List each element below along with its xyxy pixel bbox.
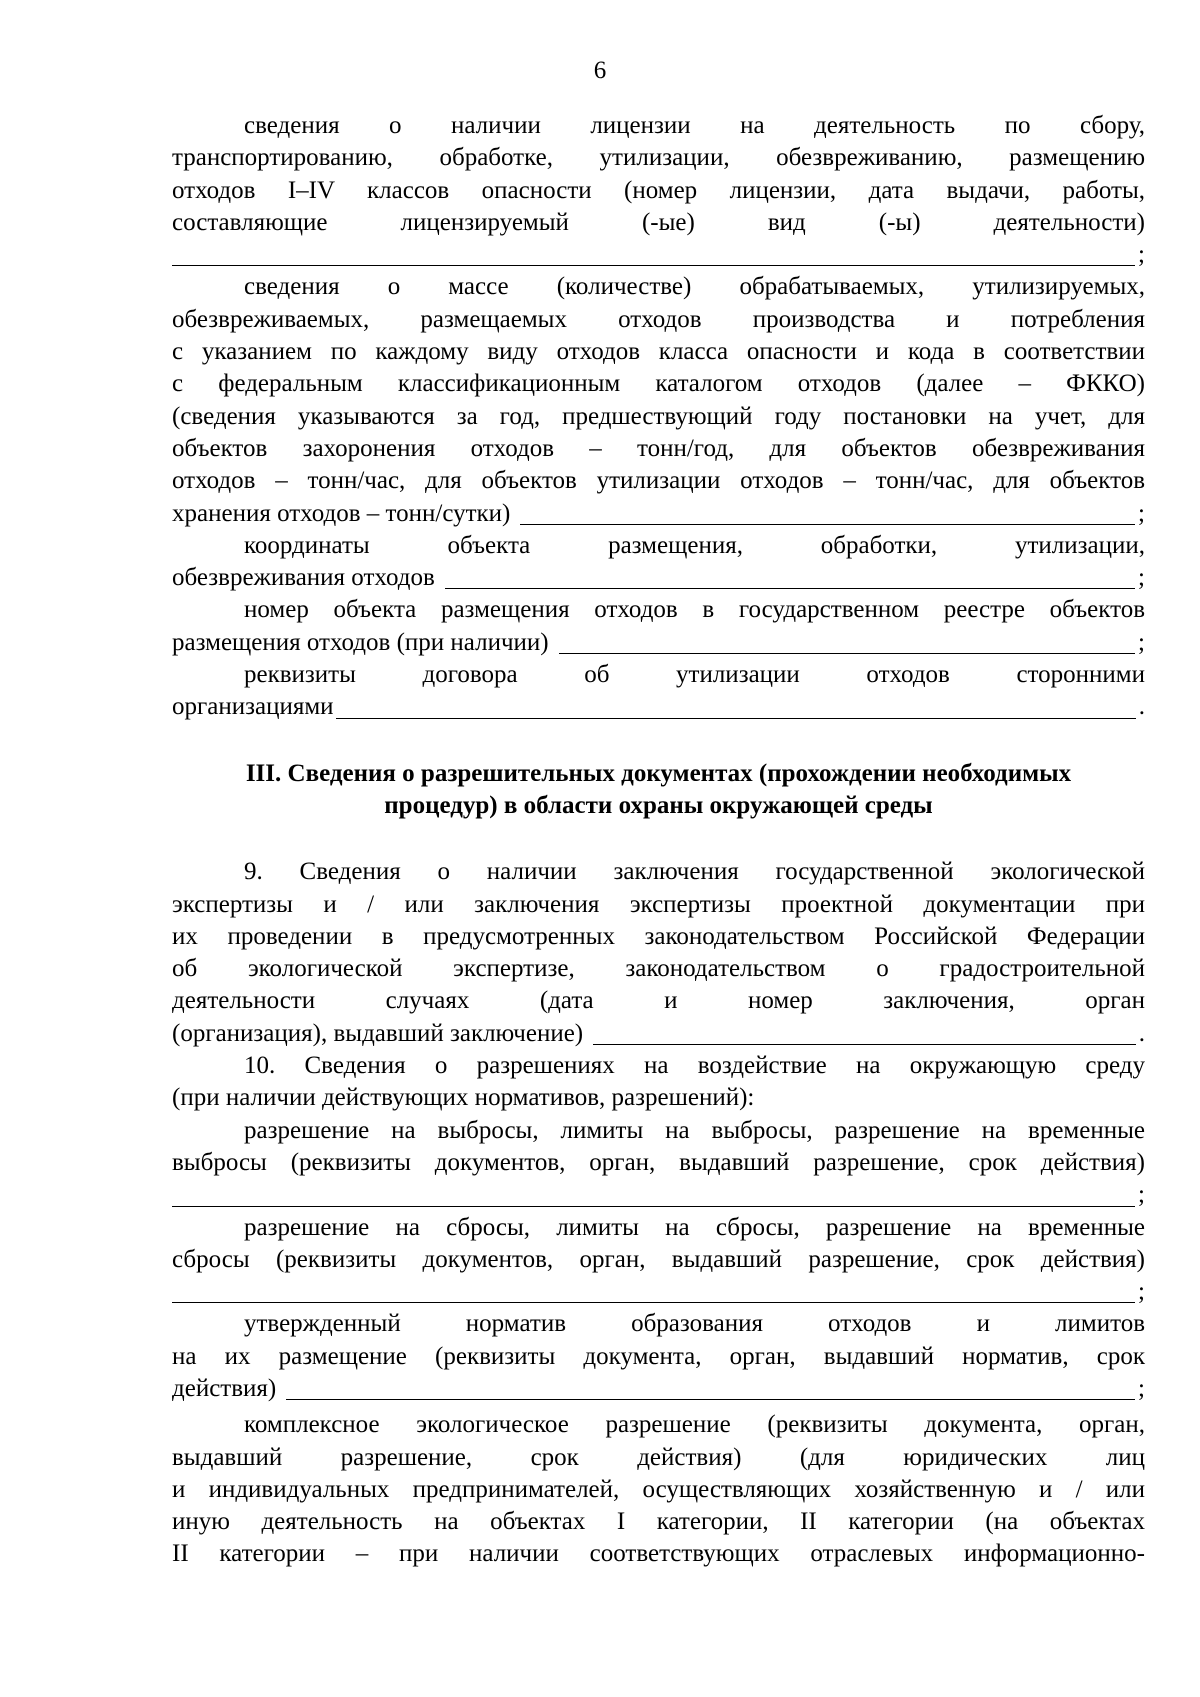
fill-in-row [172, 1179, 1145, 1211]
line-end-punctuation: ; [1138, 1278, 1145, 1306]
paragraph-contract-line: реквизиты договора об утилизации отходов сторонними [244, 661, 1145, 689]
paragraph-line: (организация), выдавший заключение) [172, 1019, 584, 1047]
paragraph-line: II категории – при наличии соответствующих отраслевых информационно- [172, 1540, 1145, 1568]
blank-field[interactable] [593, 1020, 1136, 1045]
fill-in-row [172, 239, 1145, 271]
paragraph-line: отходов I–IV классов опасности (номер лицензии, дата выдачи, работы, [172, 176, 1145, 204]
item-9-line: 9. Сведения о наличии заключения государственной экологической [244, 858, 1145, 886]
paragraph-line: экспертизы и / или заключения экспертизы проектной документации при [172, 890, 1145, 918]
line-end-punctuation: ; [1138, 499, 1145, 527]
paragraph-line: (при наличии действующих нормативов, разрешений): [172, 1084, 755, 1112]
document-body [172, 110, 1145, 1571]
paragraph-line: и индивидуальных предпринимателей, осуществляющих хозяйственную и / или [172, 1475, 1145, 1503]
paragraph-line: обезвреживания отходов [172, 564, 435, 592]
paragraph-line: иную деятельность на объектах I категории, II категории (на объектах [172, 1508, 1145, 1536]
line-end-punctuation: ; [1138, 564, 1145, 592]
paragraph-license-line: сведения о наличии лицензии на деятельность по сбору, [244, 112, 1145, 139]
fill-in-row [172, 1018, 1145, 1050]
paragraph-line: организациями [172, 693, 334, 721]
page-number: 6 [593, 57, 607, 84]
fill-in-row [172, 498, 1145, 530]
blank-field[interactable] [559, 629, 1135, 654]
line-end-punctuation: . [1138, 693, 1145, 721]
paragraph-line: отходов – тонн/час, для объектов утилизации отходов – тонн/час, для объектов [172, 467, 1145, 495]
fill-in-row [172, 562, 1145, 594]
blank-field[interactable] [172, 241, 1135, 266]
paragraph-waste-norm-line: утвержденный норматив образования отходов и лимитов [244, 1310, 1145, 1338]
section-heading-line: процедур) в области охраны окружающей среды [384, 791, 933, 819]
paragraph-line: об экологической экспертизе, законодательством о градостроительной [172, 955, 1145, 983]
paragraph-registry-line: номер объекта размещения отходов в государственном реестре объектов [244, 596, 1145, 624]
paragraph-line: объектов захоронения отходов – тонн/год, для объектов обезвреживания [172, 434, 1145, 462]
blank-field[interactable] [172, 1278, 1135, 1303]
paragraph-line: обезвреживаемых, размещаемых отходов производства и потребления [172, 305, 1145, 333]
paragraph-line: выбросы (реквизиты документов, орган, выдавший разрешение, срок действия) [172, 1148, 1145, 1176]
blank-field[interactable] [520, 500, 1135, 525]
line-end-punctuation: ; [1138, 241, 1145, 269]
paragraph-line: составляющие лицензируемый (-ые) вид (-ы) деятельности) [172, 208, 1145, 236]
paragraph-line: хранения отходов – тонн/сутки) [172, 499, 511, 527]
paragraph-waste-mass-line: сведения о массе (количестве) обрабатываемых, утилизируемых, [244, 273, 1145, 301]
paragraph-emissions-line: разрешение на выбросы, лимиты на выбросы, разрешение на временные [244, 1116, 1145, 1144]
paragraph-complex-permit-line: комплексное экологическое разрешение (реквизиты документа, орган, [244, 1411, 1145, 1439]
paragraph-discharges-line: разрешение на сбросы, лимиты на сбросы, разрешение на временные [244, 1213, 1145, 1241]
blank-field[interactable] [172, 1182, 1135, 1207]
line-end-punctuation: ; [1138, 1181, 1145, 1209]
paragraph-coordinates-line: координаты объекта размещения, обработки, утилизации, [244, 531, 1145, 559]
section-heading-line: III. Сведения о разрешительных документах (прохождении необходимых [245, 759, 1072, 787]
paragraph-line: (сведения указываются за год, предшествующий году постановки на учет, для [172, 402, 1145, 430]
paragraph-line: сбросы (реквизиты документов, орган, выдавший разрешение, срок действия) [172, 1245, 1145, 1273]
paragraph-line: размещения отходов (при наличии) [172, 628, 549, 656]
paragraph-line: действия) [172, 1374, 277, 1402]
fill-in-row [172, 691, 1145, 723]
line-end-punctuation: ; [1138, 628, 1145, 656]
fill-in-row [172, 1373, 1145, 1405]
fill-in-row [172, 1276, 1145, 1308]
paragraph-line: на их размещение (реквизиты документа, орган, выдавший норматив, срок [172, 1342, 1145, 1370]
section-heading [172, 758, 1145, 823]
paragraph-line: выдавший разрешение, срок действия) (для юридических лиц [172, 1443, 1145, 1471]
blank-field[interactable] [286, 1375, 1135, 1400]
blank-field[interactable] [445, 564, 1135, 589]
paragraph-line: транспортированию, обработке, утилизации, обезвреживанию, размещению [172, 144, 1145, 172]
line-end-punctuation: . [1138, 1019, 1145, 1047]
fill-in-row [172, 627, 1145, 659]
paragraph-line: деятельности случаях (дата и номер заключения, орган [172, 987, 1145, 1015]
paragraph-line: их проведении в предусмотренных законодательством Российской Федерации [172, 922, 1145, 950]
paragraph-line: с указанием по каждому виду отходов класса опасности и кода в соответствии [172, 338, 1145, 366]
paragraph-line: с федеральным классификационным каталогом отходов (далее – ФККО) [172, 370, 1145, 398]
blank-field[interactable] [336, 694, 1136, 719]
item-10-line: 10. Сведения о разрешениях на воздействие на окружающую среду [244, 1052, 1145, 1080]
line-end-punctuation: ; [1138, 1374, 1145, 1402]
